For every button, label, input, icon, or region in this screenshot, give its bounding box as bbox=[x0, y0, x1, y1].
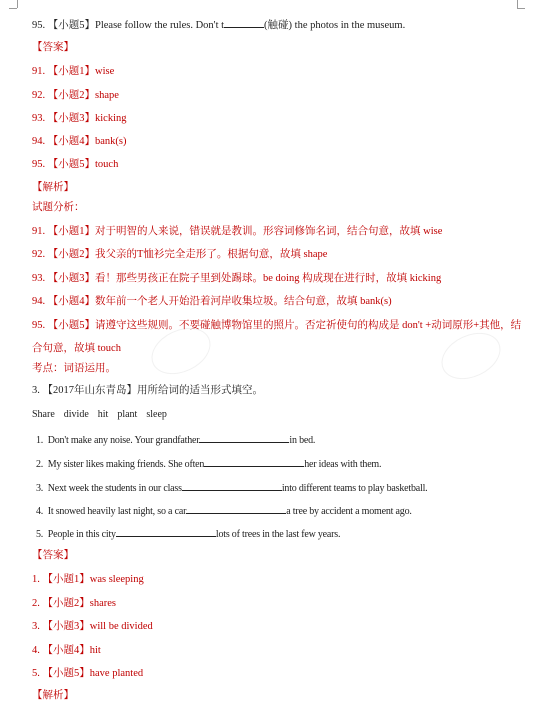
section-3-title: 3. 【2017年山东青岛】用所给词的适当形式填空。 bbox=[32, 385, 263, 396]
word-bank-item: plant bbox=[117, 409, 138, 420]
question-num: 4. bbox=[36, 506, 44, 517]
question-item bbox=[36, 480, 427, 496]
question-after: into different teams to play basketball. bbox=[281, 483, 428, 494]
question-item bbox=[36, 432, 315, 448]
analysis-item: 91. 【小题1】对于明智的人来说，错误就是教训。形容词修饰名词，结合句意，故填 wise bbox=[32, 226, 443, 237]
corner-mark-left-h bbox=[9, 8, 17, 9]
question-item bbox=[36, 526, 340, 542]
question-before: My sister likes making friends. She often bbox=[47, 459, 205, 470]
corner-mark-right bbox=[517, 0, 518, 8]
answer-item: 93. 【小题3】kicking bbox=[32, 113, 127, 124]
answer-blank[interactable] bbox=[186, 503, 286, 514]
analysis-item-cont: 合句意，故填 touch bbox=[32, 343, 121, 354]
answer-item: 4. 【小题4】hit bbox=[32, 645, 101, 656]
question-after: lots of trees in the last few years. bbox=[215, 529, 341, 540]
question-before: People in this city bbox=[47, 529, 116, 540]
question-before: It snowed heavily last night, so a car bbox=[47, 506, 187, 517]
question-item bbox=[36, 503, 412, 519]
word-bank-item: Share bbox=[32, 409, 55, 420]
answer-item: 1. 【小题1】was sleeping bbox=[32, 574, 144, 585]
answer-blank[interactable] bbox=[204, 456, 304, 467]
question-after: in bed. bbox=[289, 435, 316, 446]
analysis-item: 93. 【小题3】看！那些男孩正在院子里到处踢球。be doing 构成现在进行时，故填 kicking bbox=[32, 273, 442, 284]
word-bank bbox=[32, 409, 176, 420]
question-before: Next week the students in our class bbox=[47, 483, 182, 494]
word-bank-item: divide bbox=[63, 409, 89, 420]
analysis-item: 92. 【小题2】我父亲的T恤衫完全走形了。根据句意，故填 shape bbox=[32, 249, 328, 260]
question-num: 2. bbox=[36, 459, 44, 470]
question-after: her ideas with them. bbox=[304, 459, 382, 470]
word-bank-item: hit bbox=[97, 409, 109, 420]
watermark bbox=[434, 324, 508, 388]
answer-blank[interactable] bbox=[182, 480, 282, 491]
analysis-item: 94. 【小题4】数年前一个老人开始沿着河岸收集垃圾。结合句意，故填 bank(s) bbox=[32, 296, 392, 307]
answer-item: 91. 【小题1】wise bbox=[32, 66, 115, 77]
analysis-item: 95. 【小题5】请遵守这些规则。不要碰触博物馆里的照片。否定祈使句的构成是 don't +动词原形+其他，结 bbox=[32, 320, 522, 331]
answer-heading: 【答案】 bbox=[32, 42, 74, 53]
question-num: 1. bbox=[36, 435, 44, 446]
answer-heading-2: 【答案】 bbox=[32, 550, 74, 561]
answer-item: 5. 【小题5】have planted bbox=[32, 668, 144, 679]
question-95-suffix: (触碰) the photos in the museum. bbox=[264, 20, 406, 31]
corner-mark-right-h bbox=[517, 8, 525, 9]
analysis-heading-2: 【解析】 bbox=[32, 690, 74, 701]
answer-item: 95. 【小题5】touch bbox=[32, 159, 119, 170]
answer-item: 3. 【小题3】will be divided bbox=[32, 621, 153, 632]
answer-item: 2. 【小题2】shares bbox=[32, 598, 116, 609]
answer-blank[interactable] bbox=[224, 17, 264, 28]
question-95 bbox=[32, 17, 405, 33]
question-before: Don't make any noise. Your grandfather bbox=[47, 435, 200, 446]
analysis-intro: 试题分析： bbox=[32, 202, 85, 213]
answer-item: 94. 【小题4】bank(s) bbox=[32, 136, 127, 147]
question-num: 5. bbox=[36, 529, 44, 540]
corner-mark-left bbox=[17, 0, 18, 8]
word-bank-item: sleep bbox=[146, 409, 167, 420]
answer-item: 92. 【小题2】shape bbox=[32, 90, 119, 101]
answer-blank[interactable] bbox=[116, 526, 216, 537]
answer-blank[interactable] bbox=[199, 432, 289, 443]
question-after: a tree by accident a moment ago. bbox=[286, 506, 412, 517]
kaodian: 考点：词语运用。 bbox=[32, 363, 116, 374]
question-num: 3. bbox=[36, 483, 44, 494]
question-95-text: 95. 【小题5】Please follow the rules. Don't t bbox=[32, 20, 225, 31]
analysis-heading: 【解析】 bbox=[32, 182, 74, 193]
question-item bbox=[36, 456, 381, 472]
